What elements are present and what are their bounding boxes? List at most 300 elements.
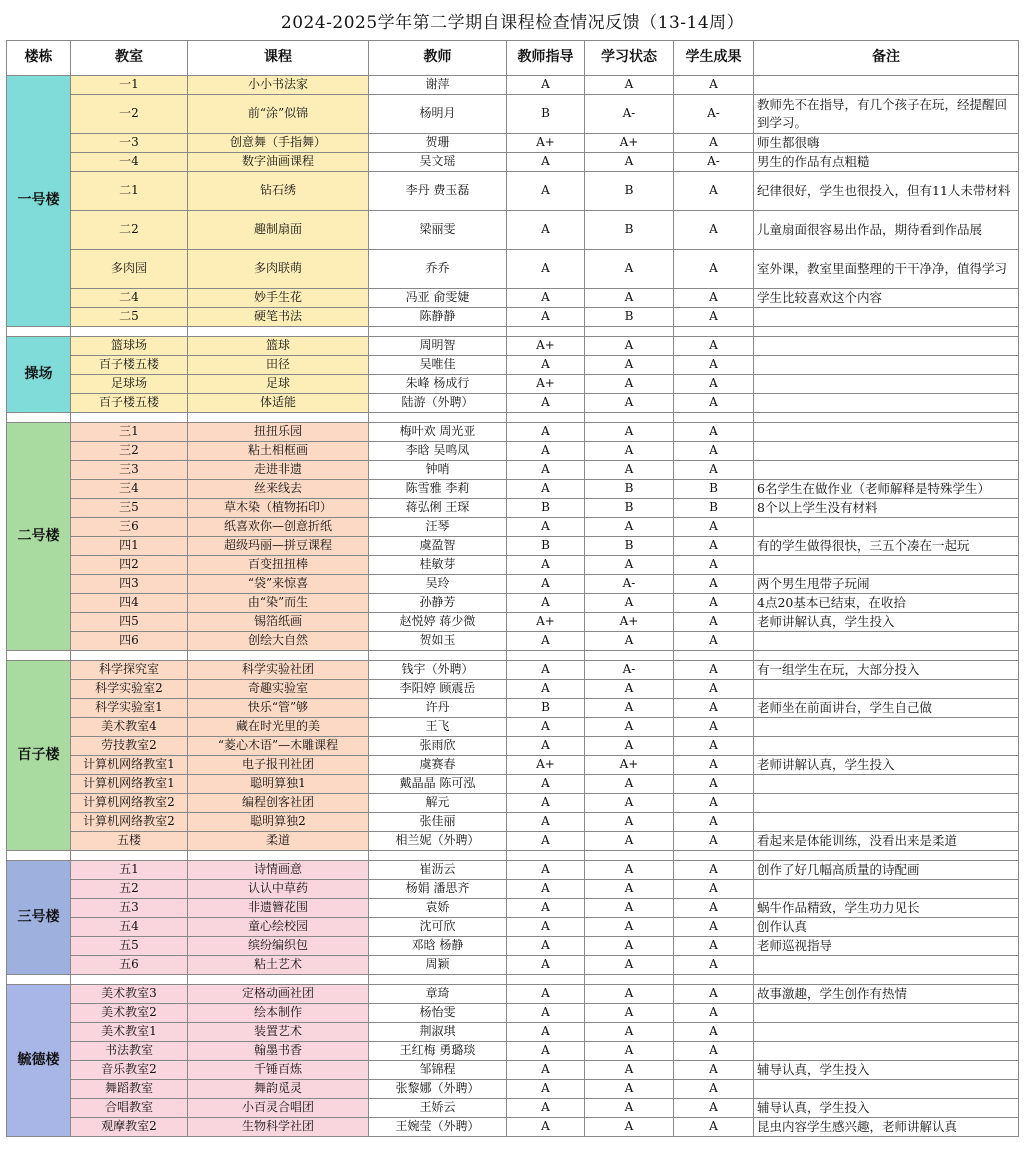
teacher-cell: 赵悦婷 蒋少微: [369, 612, 507, 631]
learning-state-cell: A: [585, 517, 674, 536]
learning-state-cell: A: [585, 288, 674, 307]
learning-state-cell: A: [585, 75, 674, 94]
teacher-cell: 吴玲: [369, 574, 507, 593]
student-result-cell: B: [674, 498, 754, 517]
separator-cell: [674, 412, 754, 422]
remark-cell: 创作了好几幅高质量的诗配画: [754, 860, 1019, 879]
separator-cell: [369, 850, 507, 860]
course-cell: 粘土艺术: [188, 955, 369, 974]
header-row: [7, 40, 1019, 75]
learning-state-cell: A-: [585, 94, 674, 133]
teacher-cell: 荆淑琪: [369, 1022, 507, 1041]
teacher-cell: 相兰妮（外聘）: [369, 831, 507, 850]
student-result-cell: A: [674, 679, 754, 698]
teacher-guidance-cell: A: [507, 393, 585, 412]
header-building: 楼栋: [7, 40, 71, 75]
teacher-guidance-cell: A: [507, 517, 585, 536]
teacher-guidance-cell: A: [507, 152, 585, 171]
room-cell: 音乐教室2: [71, 1060, 188, 1079]
room-cell: 舞蹈教室: [71, 1079, 188, 1098]
learning-state-cell: A: [585, 593, 674, 612]
separator-cell: [188, 650, 369, 660]
room-cell: 一4: [71, 152, 188, 171]
table-row: [7, 917, 1019, 936]
course-cell: 走进非遗: [188, 460, 369, 479]
room-cell: 五4: [71, 917, 188, 936]
learning-state-cell: A: [585, 1022, 674, 1041]
course-cell: 诗情画意: [188, 860, 369, 879]
teacher-cell: 钟哨: [369, 460, 507, 479]
learning-state-cell: B: [585, 479, 674, 498]
student-result-cell: A: [674, 879, 754, 898]
teacher-cell: 桂敏芽: [369, 555, 507, 574]
course-cell: 奇趣实验室: [188, 679, 369, 698]
teacher-guidance-cell: A: [507, 1079, 585, 1098]
building-cell: 毓德楼: [7, 984, 71, 1136]
teacher-cell: 乔乔: [369, 249, 507, 288]
student-result-cell: A: [674, 133, 754, 152]
table-row: [7, 955, 1019, 974]
teacher-guidance-cell: A: [507, 717, 585, 736]
remark-cell: 有的学生做得很快，三五个凑在一起玩: [754, 536, 1019, 555]
table-row: [7, 1079, 1019, 1098]
course-cell: 妙手生花: [188, 288, 369, 307]
table-row: [7, 1117, 1019, 1136]
room-cell: 三6: [71, 517, 188, 536]
teacher-cell: 谢萍: [369, 75, 507, 94]
teacher-cell: 袁娇: [369, 898, 507, 917]
teacher-guidance-cell: A: [507, 660, 585, 679]
teacher-guidance-cell: A: [507, 936, 585, 955]
teacher-cell: 邹锦程: [369, 1060, 507, 1079]
student-result-cell: A: [674, 374, 754, 393]
learning-state-cell: A: [585, 422, 674, 441]
header-learning-state: 学习状态: [585, 40, 674, 75]
teacher-guidance-cell: A: [507, 249, 585, 288]
room-cell: 美术教室3: [71, 984, 188, 1003]
remark-cell: [754, 955, 1019, 974]
learning-state-cell: A+: [585, 755, 674, 774]
student-result-cell: A: [674, 793, 754, 812]
course-cell: 电子报刊社团: [188, 755, 369, 774]
teacher-cell: 李丹 费玉磊: [369, 171, 507, 210]
course-cell: 趣制扇面: [188, 210, 369, 249]
room-cell: 美术教室2: [71, 1003, 188, 1022]
table-row: [7, 498, 1019, 517]
teacher-guidance-cell: A: [507, 898, 585, 917]
student-result-cell: A: [674, 393, 754, 412]
room-cell: 美术教室4: [71, 717, 188, 736]
separator-cell: [7, 850, 71, 860]
student-result-cell: A-: [674, 94, 754, 133]
student-result-cell: A: [674, 917, 754, 936]
room-cell: 三3: [71, 460, 188, 479]
separator-cell: [754, 650, 1019, 660]
teacher-cell: 张黎娜（外聘）: [369, 1079, 507, 1098]
course-cell: 小百灵合唱团: [188, 1098, 369, 1117]
table-row: [7, 517, 1019, 536]
teacher-cell: 杨明月: [369, 94, 507, 133]
teacher-guidance-cell: B: [507, 536, 585, 555]
teacher-cell: 解元: [369, 793, 507, 812]
remark-cell: [754, 460, 1019, 479]
separator-cell: [585, 326, 674, 336]
table-row: [7, 898, 1019, 917]
teacher-cell: 陆游（外聘）: [369, 393, 507, 412]
remark-cell: 师生都很嗨: [754, 133, 1019, 152]
teacher-cell: 张佳丽: [369, 812, 507, 831]
course-cell: 创绘大自然: [188, 631, 369, 650]
room-cell: 四2: [71, 555, 188, 574]
teacher-guidance-cell: A: [507, 75, 585, 94]
teacher-guidance-cell: A: [507, 171, 585, 210]
remark-cell: [754, 555, 1019, 574]
remark-cell: [754, 355, 1019, 374]
remark-cell: 老师坐在前面讲台，学生自己做: [754, 698, 1019, 717]
teacher-cell: 杨怡雯: [369, 1003, 507, 1022]
course-cell: 粘土相框画: [188, 441, 369, 460]
student-result-cell: A: [674, 812, 754, 831]
student-result-cell: A: [674, 612, 754, 631]
room-cell: 三4: [71, 479, 188, 498]
table-row: [7, 660, 1019, 679]
teacher-guidance-cell: A: [507, 307, 585, 326]
remark-cell: 故事激趣，学生创作有热情: [754, 984, 1019, 1003]
remark-cell: [754, 812, 1019, 831]
room-cell: 五3: [71, 898, 188, 917]
teacher-guidance-cell: A: [507, 355, 585, 374]
table-row: [7, 555, 1019, 574]
teacher-guidance-cell: B: [507, 94, 585, 133]
course-cell: 舞韵觅灵: [188, 1079, 369, 1098]
separator-cell: [754, 850, 1019, 860]
student-result-cell: A: [674, 774, 754, 793]
remark-cell: [754, 75, 1019, 94]
separator-cell: [754, 974, 1019, 984]
remark-cell: 纪律很好，学生也很投入，但有11人未带材料: [754, 171, 1019, 210]
student-result-cell: A: [674, 517, 754, 536]
table-row: [7, 698, 1019, 717]
teacher-cell: 贺珊: [369, 133, 507, 152]
teacher-guidance-cell: B: [507, 698, 585, 717]
separator-cell: [369, 974, 507, 984]
course-cell: 聪明算独2: [188, 812, 369, 831]
teacher-guidance-cell: A: [507, 288, 585, 307]
separator-cell: [507, 412, 585, 422]
student-result-cell: A: [674, 536, 754, 555]
room-cell: 五1: [71, 860, 188, 879]
student-result-cell: A: [674, 355, 754, 374]
teacher-guidance-cell: A: [507, 1041, 585, 1060]
remark-cell: [754, 679, 1019, 698]
teacher-cell: 邓晗 杨静: [369, 936, 507, 955]
teacher-cell: 戴晶晶 陈可泓: [369, 774, 507, 793]
teacher-cell: 周颖: [369, 955, 507, 974]
table-row: [7, 1041, 1019, 1060]
separator-cell: [754, 326, 1019, 336]
student-result-cell: A-: [674, 152, 754, 171]
learning-state-cell: B: [585, 171, 674, 210]
teacher-cell: 许丹: [369, 698, 507, 717]
group-separator-row: [7, 650, 1019, 660]
room-cell: 五2: [71, 879, 188, 898]
teacher-guidance-cell: A: [507, 831, 585, 850]
teacher-guidance-cell: A: [507, 812, 585, 831]
separator-cell: [369, 412, 507, 422]
room-cell: 篮球场: [71, 336, 188, 355]
student-result-cell: A: [674, 698, 754, 717]
header-remarks: 备注: [754, 40, 1019, 75]
student-result-cell: A: [674, 75, 754, 94]
building-cell: 操场: [7, 336, 71, 412]
table-row: [7, 879, 1019, 898]
teacher-cell: 虞赛春: [369, 755, 507, 774]
remark-cell: 老师讲解认真，学生投入: [754, 755, 1019, 774]
course-cell: 快乐“管”够: [188, 698, 369, 717]
learning-state-cell: A: [585, 679, 674, 698]
student-result-cell: A: [674, 210, 754, 249]
room-cell: 二5: [71, 307, 188, 326]
course-cell: 扭扭乐园: [188, 422, 369, 441]
room-cell: 三2: [71, 441, 188, 460]
group-separator-row: [7, 326, 1019, 336]
learning-state-cell: B: [585, 498, 674, 517]
teacher-cell: 王飞: [369, 717, 507, 736]
room-cell: 一2: [71, 94, 188, 133]
remark-cell: [754, 1003, 1019, 1022]
learning-state-cell: A: [585, 336, 674, 355]
course-cell: “袋”来惊喜: [188, 574, 369, 593]
separator-cell: [674, 650, 754, 660]
header-course: 课程: [188, 40, 369, 75]
remark-cell: [754, 736, 1019, 755]
header-room: 教室: [71, 40, 188, 75]
teacher-cell: 朱峰 杨成行: [369, 374, 507, 393]
separator-cell: [71, 326, 188, 336]
table-row: [7, 94, 1019, 133]
student-result-cell: A: [674, 736, 754, 755]
remark-cell: [754, 374, 1019, 393]
teacher-guidance-cell: A: [507, 879, 585, 898]
room-cell: 足球场: [71, 374, 188, 393]
learning-state-cell: A+: [585, 133, 674, 152]
table-row: [7, 75, 1019, 94]
teacher-guidance-cell: A: [507, 917, 585, 936]
table-row: [7, 1022, 1019, 1041]
table-row: [7, 355, 1019, 374]
learning-state-cell: A: [585, 631, 674, 650]
remark-cell: 两个男生甩带子玩闹: [754, 574, 1019, 593]
teacher-guidance-cell: A: [507, 774, 585, 793]
student-result-cell: A: [674, 593, 754, 612]
teacher-guidance-cell: A: [507, 593, 585, 612]
teacher-cell: 汪琴: [369, 517, 507, 536]
remark-cell: 辅导认真，学生投入: [754, 1098, 1019, 1117]
course-cell: 篮球: [188, 336, 369, 355]
table-row: [7, 307, 1019, 326]
building-cell: 一号楼: [7, 75, 71, 326]
learning-state-cell: A-: [585, 660, 674, 679]
student-result-cell: A: [674, 1022, 754, 1041]
course-cell: 童心绘校园: [188, 917, 369, 936]
learning-state-cell: A: [585, 152, 674, 171]
learning-state-cell: A: [585, 736, 674, 755]
remark-cell: [754, 879, 1019, 898]
student-result-cell: A: [674, 441, 754, 460]
table-row: [7, 793, 1019, 812]
room-cell: 劳技教室2: [71, 736, 188, 755]
learning-state-cell: A: [585, 955, 674, 974]
remark-cell: [754, 517, 1019, 536]
teacher-guidance-cell: B: [507, 498, 585, 517]
course-cell: 体适能: [188, 393, 369, 412]
separator-cell: [188, 412, 369, 422]
separator-cell: [7, 412, 71, 422]
inspection-sheet: [6, 8, 1018, 1137]
student-result-cell: A: [674, 1060, 754, 1079]
remark-cell: [754, 441, 1019, 460]
student-result-cell: A: [674, 1098, 754, 1117]
table-row: [7, 374, 1019, 393]
student-result-cell: A: [674, 249, 754, 288]
teacher-guidance-cell: A: [507, 1098, 585, 1117]
learning-state-cell: A: [585, 793, 674, 812]
teacher-cell: 梁丽雯: [369, 210, 507, 249]
separator-cell: [188, 326, 369, 336]
course-cell: 丝来线去: [188, 479, 369, 498]
remark-cell: 老师讲解认真，学生投入: [754, 612, 1019, 631]
course-cell: 多肉联萌: [188, 249, 369, 288]
table-row: [7, 831, 1019, 850]
course-cell: 小小书法家: [188, 75, 369, 94]
learning-state-cell: A: [585, 555, 674, 574]
remark-cell: 创作认真: [754, 917, 1019, 936]
teacher-cell: 李阳婷 顾震岳: [369, 679, 507, 698]
table-row: [7, 574, 1019, 593]
table-row: [7, 755, 1019, 774]
separator-cell: [369, 326, 507, 336]
course-cell: 生物科学社团: [188, 1117, 369, 1136]
learning-state-cell: A: [585, 812, 674, 831]
room-cell: 书法教室: [71, 1041, 188, 1060]
table-row: [7, 1060, 1019, 1079]
teacher-guidance-cell: A: [507, 460, 585, 479]
room-cell: 美术教室1: [71, 1022, 188, 1041]
student-result-cell: A: [674, 860, 754, 879]
remark-cell: [754, 336, 1019, 355]
teacher-guidance-cell: A+: [507, 612, 585, 631]
remark-cell: 蜗牛作品精致，学生功力见长: [754, 898, 1019, 917]
room-cell: 一1: [71, 75, 188, 94]
teacher-cell: 吴唯佳: [369, 355, 507, 374]
course-cell: 绘本制作: [188, 1003, 369, 1022]
room-cell: 三5: [71, 498, 188, 517]
teacher-guidance-cell: A+: [507, 336, 585, 355]
separator-cell: [71, 650, 188, 660]
table-row: [7, 441, 1019, 460]
table-row: [7, 152, 1019, 171]
course-cell: 纸喜欢你—创意折纸: [188, 517, 369, 536]
table-row: [7, 1003, 1019, 1022]
remark-cell: 教师先不在指导，有几个孩子在玩，经提醒回到学习。: [754, 94, 1019, 133]
learning-state-cell: A+: [585, 612, 674, 631]
header-teacher: 教师: [369, 40, 507, 75]
teacher-guidance-cell: A: [507, 555, 585, 574]
table-row: [7, 288, 1019, 307]
separator-cell: [71, 412, 188, 422]
course-cell: 田径: [188, 355, 369, 374]
teacher-guidance-cell: A: [507, 422, 585, 441]
group-separator-row: [7, 412, 1019, 422]
teacher-guidance-cell: A+: [507, 374, 585, 393]
separator-cell: [585, 412, 674, 422]
table-row: [7, 984, 1019, 1003]
remark-cell: 室外课，教室里面整理的干干净净，值得学习: [754, 249, 1019, 288]
remark-cell: 有一组学生在玩，大部分投入: [754, 660, 1019, 679]
teacher-cell: 周明智: [369, 336, 507, 355]
room-cell: 计算机网络教室2: [71, 793, 188, 812]
separator-cell: [369, 650, 507, 660]
student-result-cell: A: [674, 336, 754, 355]
room-cell: 五6: [71, 955, 188, 974]
table-row: [7, 536, 1019, 555]
learning-state-cell: A: [585, 831, 674, 850]
teacher-cell: 章琦: [369, 984, 507, 1003]
room-cell: 计算机网络教室2: [71, 812, 188, 831]
remark-cell: 学生比较喜欢这个内容: [754, 288, 1019, 307]
remark-cell: 儿童扇面很容易出作品，期待看到作品展: [754, 210, 1019, 249]
teacher-cell: 孙静芳: [369, 593, 507, 612]
learning-state-cell: A: [585, 717, 674, 736]
learning-state-cell: A: [585, 1060, 674, 1079]
teacher-cell: 陈雪雅 李莉: [369, 479, 507, 498]
room-cell: 观摩教室2: [71, 1117, 188, 1136]
sheet-title: 2024-2025学年第二学期自课程检查情况反馈（13-14周）: [7, 8, 1019, 40]
remark-cell: [754, 1041, 1019, 1060]
teacher-cell: 杨娟 潘思齐: [369, 879, 507, 898]
student-result-cell: A: [674, 936, 754, 955]
course-cell: 聪明算独1: [188, 774, 369, 793]
room-cell: 二4: [71, 288, 188, 307]
teacher-cell: 李晗 吴鸣凤: [369, 441, 507, 460]
separator-cell: [188, 974, 369, 984]
learning-state-cell: A: [585, 936, 674, 955]
room-cell: 二2: [71, 210, 188, 249]
student-result-cell: A: [674, 717, 754, 736]
course-cell: 硬笔书法: [188, 307, 369, 326]
building-cell: 二号楼: [7, 422, 71, 650]
student-result-cell: A: [674, 422, 754, 441]
course-cell: 锡箔纸画: [188, 612, 369, 631]
student-result-cell: A: [674, 1003, 754, 1022]
course-cell: 前“涂”似锦: [188, 94, 369, 133]
header-teacher-guidance: 教师指导: [507, 40, 585, 75]
student-result-cell: B: [674, 479, 754, 498]
table-row: [7, 631, 1019, 650]
teacher-guidance-cell: A: [507, 736, 585, 755]
remark-cell: [754, 631, 1019, 650]
teacher-guidance-cell: A: [507, 1003, 585, 1022]
student-result-cell: A: [674, 1041, 754, 1060]
student-result-cell: A: [674, 831, 754, 850]
course-cell: 科学实验社团: [188, 660, 369, 679]
learning-state-cell: A: [585, 984, 674, 1003]
table-row: [7, 1098, 1019, 1117]
course-cell: 装置艺术: [188, 1022, 369, 1041]
teacher-guidance-cell: A: [507, 441, 585, 460]
separator-cell: [71, 974, 188, 984]
room-cell: 四3: [71, 574, 188, 593]
